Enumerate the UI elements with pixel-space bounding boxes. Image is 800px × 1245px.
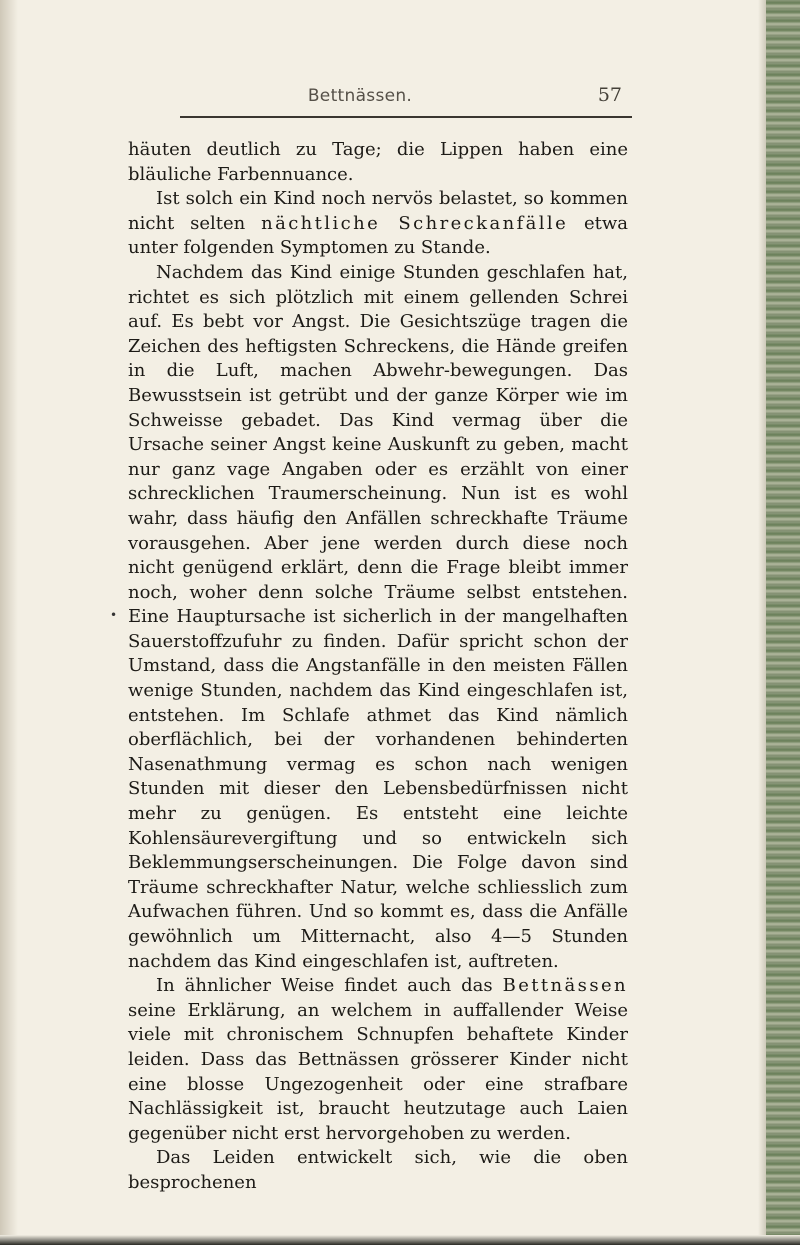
paragraph-3 <box>128 261 628 974</box>
text-segment: Das Leiden entwickelt sich, wie die oben besprochenen <box>128 1147 628 1193</box>
body-text <box>128 138 628 1196</box>
emphasis-spaced: nächtliche Schreckanfälle <box>261 212 569 234</box>
text-segment: Ist solch ein Kind noch nervös belastet, so kommen nicht selten <box>128 188 628 234</box>
page-gutter-shadow <box>0 0 18 1245</box>
text-segment: etwa unter folgenden Symptomen zu Stande. <box>128 212 629 259</box>
paragraph-2 <box>128 187 628 261</box>
paragraph-1 <box>128 138 628 187</box>
emphasis-spaced: Bettnässen <box>502 975 628 997</box>
paragraph-5 <box>128 1146 628 1195</box>
text-segment: Nachdem das Kind einige Stunden geschlafen hat, richtet es sich plötzlich mit einem gellenden Schrei auf. Es bebt vor Angst. Die Gesichtszüge tragen die Zeichen des heftigsten Schreckens, die Hände greifen in die Luft, machen Abwehr-bewegungen. Das Bewusstsein ist getrübt und der ganze Körper wie im Schweisse gebadet. Das Kind vermag über die Ursache seiner Angst keine Auskunft zu geben, macht nur ganz vage Angaben oder es erzählt von einer schrecklichen Traumerscheinung. Nun ist es wohl wahr, dass häufig den Anfällen schreckhafte Träume vorausgehen. Aber jene werden durch diese noch nicht genügend erklärt, denn die Frage bleibt immer noch, woher denn solche Träume selbst entstehen. Eine Hauptursache ist sicherlich in der mangelhaften Sauerstoffzufuhr zu finden. Dafür spricht schon der Umstand, dass die Angstanfälle in den meisten Fällen wenige Stunden, nachdem das Kind eingeschlafen ist, entstehen. Im Schlafe athmet das Kind nämlich oberflächlich, bei der vorhandenen behinderten Nasenathmung vermag es schon nach wenigen Stunden mit dieser den Lebensbedürfnissen nicht mehr zu genügen. Es entsteht eine leichte Kohlensäurevergiftung und so entwickeln sich Beklemmungserscheinungen. Die Folge davon sind Träume schreckhafter Natur, welche schliesslich zum Aufwachen führen. Und so kommt es, dass die Anfälle gewöhnlich um Mitternacht, also 4—5 Stunden nachdem das Kind eingeschlafen ist, auftreten. <box>128 261 628 972</box>
page-number: 57 <box>597 84 622 106</box>
paragraph-4 <box>128 974 628 1146</box>
running-title: Bettnässen. <box>307 86 413 106</box>
page-bottom-edge <box>0 1235 800 1245</box>
book-edge <box>766 0 800 1245</box>
text-segment: In ähnlicher Weise findet auch das <box>156 975 503 997</box>
page-header <box>90 86 630 112</box>
text-segment: häuten deutlich zu Tage; die Lippen haben eine bläuliche Farbennuance. <box>128 139 628 185</box>
margin-mark: • <box>110 608 118 622</box>
text-segment: seine Erklärung, an welchem in auffallender Weise viele mit chronischem Schnupfen behaftete Kinder leiden. Dass das Bettnässen grösserer Kinder nicht eine blosse Ungezogenheit oder eine strafbare Nachlässigkeit ist, braucht heutzutage auch Laien gegenüber nicht erst hervorgehoben zu werden. <box>128 999 628 1144</box>
header-rule <box>180 116 632 118</box>
